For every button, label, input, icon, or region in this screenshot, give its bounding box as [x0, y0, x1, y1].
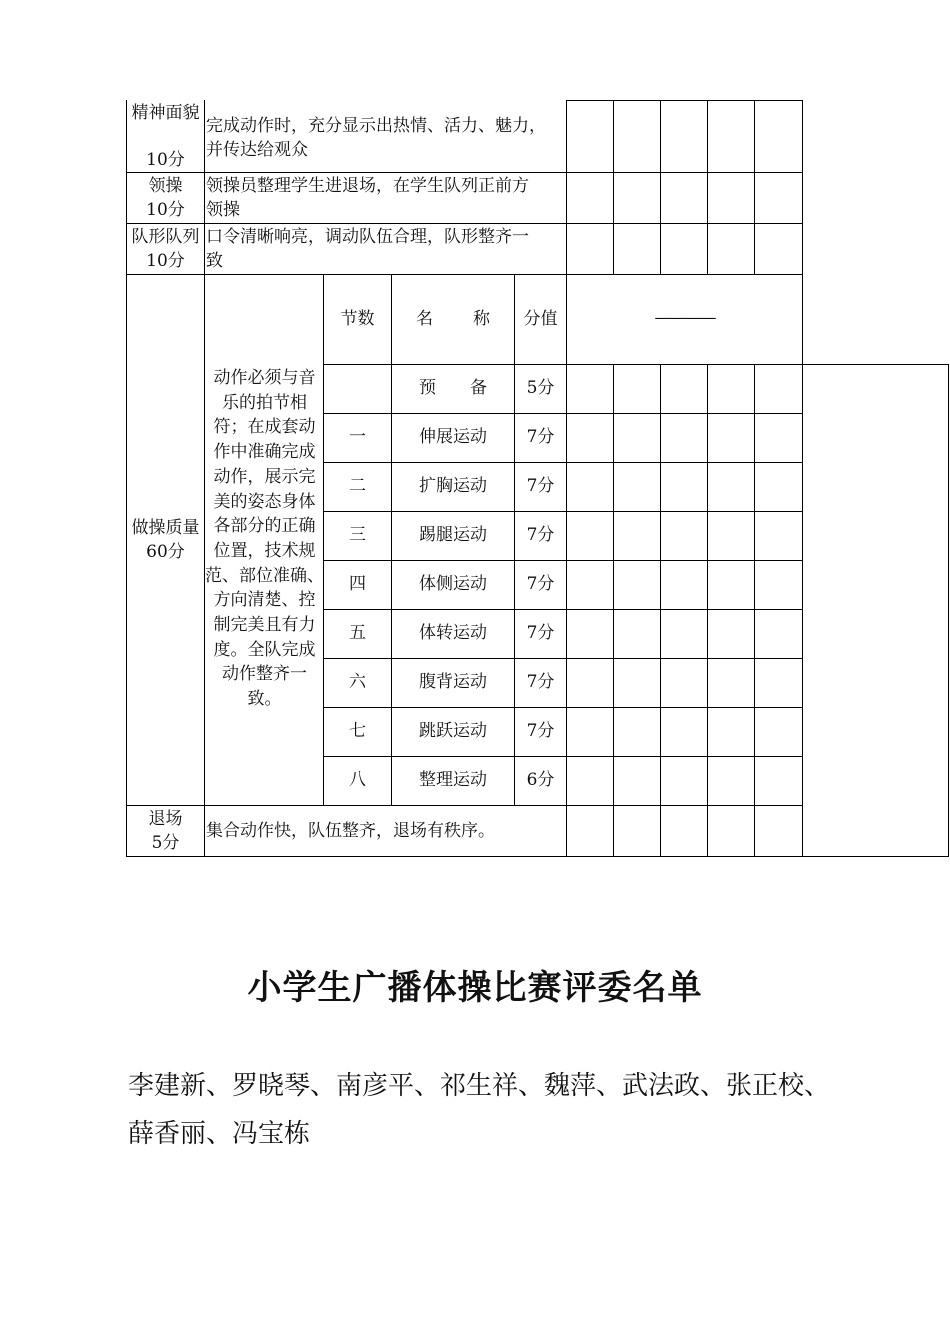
section-points: 7分	[526, 721, 555, 741]
section-name: 腹背运动	[419, 672, 487, 692]
section-name: 踢腿运动	[419, 525, 487, 545]
section-num: 五	[349, 623, 366, 643]
quality-desc-line: 方向清楚、控	[213, 590, 316, 611]
quality-desc-line: 各部分的正确	[213, 516, 316, 537]
section-name: 预 备	[419, 378, 487, 398]
section-num: 六	[349, 672, 366, 692]
criterion-spirit-desc-1: 完成动作时，充分显示出热情、活力、魅力，	[206, 116, 546, 136]
section-points: 6分	[526, 770, 555, 790]
criterion-spirit-desc-2: 并传达给观众	[206, 140, 308, 160]
section-dash: ————	[654, 308, 715, 328]
section-num: 一	[349, 427, 366, 447]
criterion-quality-desc	[205, 366, 324, 712]
criterion-quality-name: 做操质量	[131, 518, 200, 538]
section-name-header-left: 名	[416, 309, 433, 329]
quality-desc-line: 致。	[247, 689, 282, 710]
section-num: 四	[349, 574, 366, 594]
judges-title: 小学生广播体操比赛评委名单	[247, 968, 703, 1008]
judges-list: 李建新、罗晓琴、南彦平、祁生祥、魏萍、武法政、张正校、薛香丽、冯宝栋	[128, 1071, 831, 1149]
section-num: 七	[349, 721, 366, 741]
section-points: 7分	[526, 427, 555, 447]
section-num-header: 节数	[340, 309, 375, 329]
section-name: 体侧运动	[419, 574, 487, 594]
section-points: 7分	[526, 623, 555, 643]
section-num: 二	[349, 476, 366, 496]
section-points: 7分	[526, 476, 555, 496]
section-name: 体转运动	[419, 623, 487, 643]
quality-desc-line: 作中准确完成	[213, 442, 316, 463]
section-num: 八	[349, 770, 366, 790]
criterion-formation-name: 队形队列	[131, 227, 200, 247]
criterion-leader-score: 10分	[146, 200, 185, 220]
section-name: 整理运动	[419, 770, 487, 790]
section-points: 5分	[526, 378, 555, 398]
section-name: 伸展运动	[419, 427, 487, 447]
criterion-exit-score: 5分	[151, 833, 180, 853]
section-name-header-right: 称	[473, 309, 490, 329]
section-name: 扩胸运动	[419, 476, 487, 496]
section-num: 三	[349, 525, 366, 545]
quality-desc-line: 符；在成套动	[213, 417, 316, 438]
criterion-formation-score: 10分	[146, 251, 185, 271]
criterion-leader-desc-1: 领操员整理学生进退场，在学生队列正前方	[206, 176, 529, 196]
quality-desc-line: 制完美且有力	[213, 615, 316, 636]
quality-desc-line: 动作整齐一	[222, 664, 307, 685]
criterion-exit-desc: 集合动作快，队伍整齐，退场有秩序。	[206, 821, 495, 841]
quality-desc-line: 位置，技术规	[213, 540, 316, 561]
criterion-leader-name: 领操	[148, 176, 183, 196]
quality-desc-line: 乐的拍节相	[222, 392, 307, 413]
criterion-exit-name: 退场	[148, 809, 183, 829]
criterion-quality-score: 60分	[146, 542, 185, 562]
criterion-formation-desc-2: 致	[206, 251, 223, 271]
criterion-spirit-name: 精神面貌	[131, 103, 200, 123]
section-points: 7分	[526, 525, 555, 545]
criterion-formation-desc-1: 口令清晰响亮，调动队伍合理，队形整齐一	[206, 227, 529, 247]
section-points: 7分	[526, 574, 555, 594]
quality-desc-line: 范、部位准确、	[205, 565, 324, 586]
quality-desc-line: 美的姿态身体	[213, 491, 316, 512]
criterion-spirit-score: 10分	[146, 150, 185, 170]
section-name: 跳跃运动	[419, 721, 487, 741]
quality-desc-line: 度。全队完成	[213, 639, 316, 660]
quality-desc-line: 动作必须与音	[213, 368, 316, 388]
section-points-header: 分值	[523, 309, 558, 329]
criterion-leader-desc-2: 领操	[206, 200, 240, 220]
quality-desc-line: 动作，展示完	[213, 466, 316, 487]
section-points: 7分	[526, 672, 555, 692]
